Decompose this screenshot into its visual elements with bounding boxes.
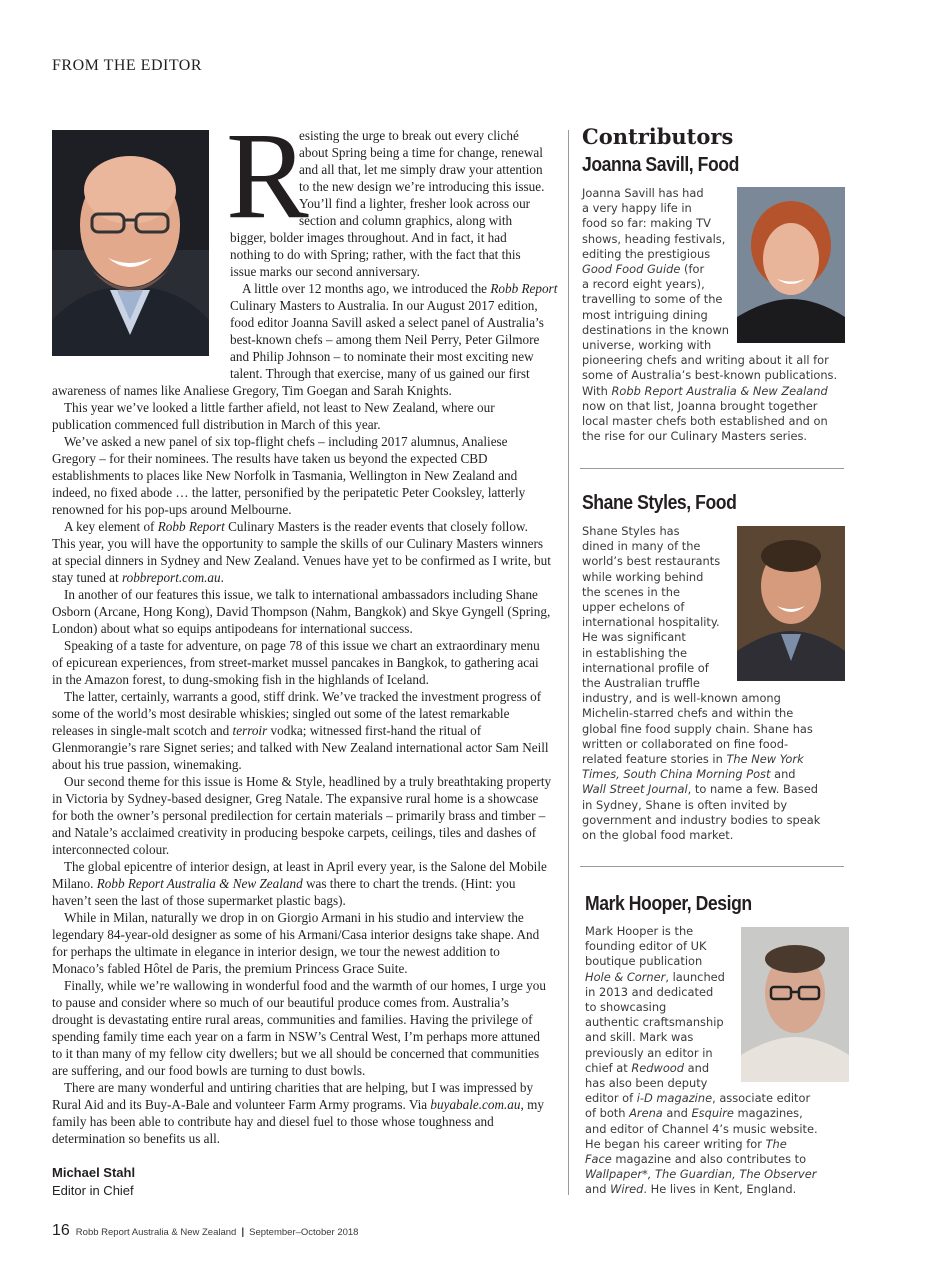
- bio-line: previously an editor in: [585, 1045, 713, 1060]
- bio-line: Michelin-starred chefs and within the: [582, 706, 794, 721]
- paragraph: Our second theme for this issue is Home & Style, headlined by a truly breathtaking property in Victoria by Sydney-based designer, Greg Natale. The expansive rural home is a showcase for both the owner’s personal predilection for certain materials – primarily brass and timber – and Natale’s acclaimed creativity in producing bespoke carpets, ceilings, tiles and dashes of interconnected colour.: [52, 774, 552, 857]
- bio-line: the rise for our Culinary Masters series.: [582, 429, 808, 444]
- paragraph: This year we’ve looked a little farther afield, not least to New Zealand, where our publication commenced full distribution in March of this year.: [52, 400, 495, 432]
- bio-line: in establishing the: [582, 645, 688, 660]
- page-number: 16: [52, 1222, 70, 1239]
- bio-line: Times, South China Morning Post and: [582, 767, 796, 782]
- bio-line: shows, heading festivals,: [582, 231, 726, 246]
- bio-line: in Sydney, Shane is often invited by: [582, 797, 788, 812]
- bio-line: He was significant: [582, 630, 686, 645]
- contributor-name: Joanna Savill, Food: [582, 154, 739, 176]
- issue-date: September–October 2018: [249, 1227, 359, 1238]
- paragraph: We’ve asked a new panel of six top-flight chefs – including 2017 alumnus, Analiese Gregory – for their nominees. The results have taken us beyond the expected CBD establishments to places like New Norfolk in Tasmania, Wellington in New Zealand and indeed, no fixed abode … the latter, personified by the peripatetic Peter Cooksley, latterly renowned for his pop-ups around Melbourne.: [52, 434, 526, 517]
- bio-line: written or collaborated on fine food-: [582, 736, 789, 751]
- bio-line: boutique publication: [585, 954, 703, 969]
- bio-line: founding editor of UK: [585, 939, 707, 954]
- intro-line: section and column graphics, along with: [299, 213, 513, 228]
- bio-line: and editor of Channel 4’s music website.: [585, 1121, 818, 1136]
- page-footer: [52, 1222, 358, 1240]
- bio-line: international profile of: [582, 660, 709, 675]
- paragraph: The global epicentre of interior design, at least in April every year, is the Salone del Mobile Milano. Robb Report Australia & New Zealand was there to chart the trends. (Hint: you haven’t seen the last of those supermarket plastic bags).: [52, 859, 547, 908]
- intro-line: food editor Joanna Savill asked a select panel of Australia’s: [230, 315, 544, 330]
- paragraph: In another of our features this issue, we talk to international ambassadors including Shane Osborn (Arcane, Hong Kong), David Thompson (Nahm, Bangkok) and Skye Gyngell (Spring, London) about what so equips antipodeans for international success.: [52, 587, 551, 636]
- paragraph: While in Milan, naturally we drop in on Giorgio Armani in his studio and interview the legendary 84-year-old designer as some of his Armani/Casa interior designs take shape. And for perhaps the ultimate in elegance in interior design, we tour the newest addition to Monaco’s fabled Hôtel de Paris, the premium Princess Grace Suite.: [52, 910, 540, 976]
- bio-line: dined in many of the: [582, 539, 701, 554]
- bio-line: the scenes in the: [582, 584, 680, 599]
- intro-line: nothing to do with Spring; rather, with the fact that this: [230, 247, 521, 262]
- intro-line: to the new design we’re introducing this issue.: [299, 179, 545, 194]
- contributor-name: Mark Hooper, Design: [585, 893, 752, 915]
- bio-line: Mark Hooper is the: [585, 924, 694, 938]
- paragraph: Speaking of a taste for adventure, on page 78 of this issue we chart an extraordinary menu of epicurean experiences, from street-market mussel pancakes in Bangkok, to gathering acai in the Amazon forest, to dung-smoking fish in the highlands of Iceland.: [52, 638, 540, 687]
- bio-line: Good Food Guide (for: [582, 262, 705, 277]
- bio-line: authentic craftsmanship: [585, 1015, 724, 1030]
- body-line: awareness of names like Analiese Gregory, Tim Goegan and Sarah Knights.: [52, 383, 452, 398]
- bio-line: on the global food market.: [582, 828, 734, 843]
- intro-line: bigger, bolder images throughout. And in fact, it had: [230, 230, 507, 245]
- bio-line: some of Australia’s best-known publications.: [582, 368, 838, 383]
- bio-line: world’s best restaurants: [582, 554, 721, 569]
- drop-cap: R: [226, 107, 309, 244]
- bio-line: and Wired. He lives in Kent, England.: [585, 1182, 797, 1197]
- intro-line: You’ll find a lighter, fresher look across our: [299, 196, 531, 211]
- bio-line: upper echelons of: [582, 600, 685, 615]
- bio-line: industry, and is well-known among: [582, 691, 781, 706]
- bio-line: in 2013 and dedicated: [585, 984, 714, 999]
- bio-line: Wallpaper*, The Guardian, The Observer: [585, 1167, 817, 1182]
- bio-line: Shane Styles has: [582, 524, 680, 538]
- signature-name: Michael Stahl: [52, 1165, 136, 1180]
- bio-line: food so far: making TV: [582, 216, 711, 231]
- contributor-name: Shane Styles, Food: [582, 492, 737, 514]
- section-label: FROM THE EDITOR: [52, 57, 203, 74]
- intro-line: and Philip Johnson – to nominate their most exciting new: [230, 349, 534, 364]
- bio-line: Joanna Savill has had: [582, 186, 704, 200]
- bio-line: global fine food supply chain. Shane has: [582, 721, 813, 736]
- bio-line: of both Arena and Esquire magazines,: [585, 1106, 803, 1121]
- bio-line: Wall Street Journal, to name a few. Based: [582, 782, 818, 797]
- bio-line: the Australian truffle: [582, 676, 700, 691]
- bio-line: and skill. Mark was: [585, 1030, 694, 1045]
- intro-line: best-known chefs – among them Neil Perry, Peter Gilmore: [230, 332, 540, 347]
- bio-line: international hospitality.: [582, 615, 720, 630]
- contributor-bio: [585, 924, 818, 1198]
- intro-tail-block: [230, 229, 521, 280]
- intro-line: issue marks our second anniversary.: [230, 264, 420, 279]
- paragraph-culinary-masters-intro: [230, 280, 557, 382]
- bio-line: chief at Redwood and: [585, 1060, 710, 1075]
- paragraph: The latter, certainly, warrants a good, stiff drink. We’ve tracked the investment progress of some of the world’s most desirable whiskies; singled out some of the latest remarkable releases in single-malt scotch and terroir vodka; witnessed first-hand the ritual of Glenmorangie’s rare Signet series; and talked with New Zealand international actor Sam Neill about his true passion, winemaking.: [52, 689, 549, 772]
- bio-line: He began his career writing for The: [585, 1136, 787, 1151]
- bio-line: government and industry bodies to speak: [582, 812, 821, 827]
- footer-separator: |: [241, 1227, 245, 1238]
- bio-line: Face magazine and also contributes to: [585, 1152, 807, 1167]
- intro-dropcap-block: [299, 127, 544, 229]
- intro-line: esisting the urge to break out every cliché: [299, 128, 519, 143]
- bio-line: to showcasing: [585, 1000, 667, 1015]
- paragraph: A key element of Robb Report Culinary Masters is the reader events that closely follow. This year, you will have the opportunity to sample the skills of our Culinary Masters winners at special dinners in Sydney and New Zealand. Venues have yet to be confirmed as I write, but stay tuned at robbreport.com.au.: [52, 519, 551, 585]
- bio-line: local master chefs both established and on: [582, 414, 828, 429]
- bio-line: pioneering chefs and writing about it all for: [582, 353, 829, 368]
- signature-title: Editor in Chief: [52, 1183, 134, 1198]
- bio-line: a very happy life in: [582, 201, 692, 216]
- bio-line: editing the prestigious: [582, 246, 711, 261]
- editorial-body: [52, 382, 552, 1147]
- editor-photo: [52, 130, 209, 356]
- column-divider: [568, 130, 569, 1195]
- bio-line: most intriguing dining: [582, 307, 708, 322]
- contributor-bio: [582, 524, 820, 843]
- intro-line: about Spring being a time for change, renewal: [299, 145, 543, 160]
- intro-line: and all that, let me simply draw your attention: [299, 162, 543, 177]
- intro-line: Culinary Masters to Australia. In our August 2017 edition,: [230, 298, 538, 313]
- bio-line: has also been deputy: [585, 1076, 708, 1091]
- bio-line: now on that list, Joanna brought together: [582, 398, 818, 413]
- bio-line: With Robb Report Australia & New Zealand: [582, 383, 828, 398]
- bio-line: editor of i-D magazine, associate editor: [585, 1091, 811, 1106]
- bio-line: a record eight years),: [582, 277, 705, 292]
- publication-name: Robb Report Australia & New Zealand: [75, 1227, 237, 1238]
- divider: [580, 866, 844, 867]
- signature: [52, 1164, 135, 1200]
- paragraph: There are many wonderful and untiring charities that are helping, but I was impressed by Rural Aid and its Buy-A-Bale and volunteer Farm Army programs. Via buyabale.com.au, my family has been able to contribute hay and diesel fuel to those whose toughness and determination so benefits us all.: [52, 1080, 544, 1146]
- bio-line: Hole & Corner, launched: [585, 969, 725, 984]
- bio-line: travelling to some of the: [582, 292, 723, 307]
- bio-line: while working behind: [582, 569, 704, 584]
- contributor-bio: [582, 186, 837, 444]
- bio-line: related feature stories in The New York: [582, 752, 804, 767]
- bio-line: universe, working with: [582, 338, 712, 353]
- intro-line: A little over 12 months ago, we introduced the Robb Report: [242, 281, 558, 296]
- bio-line: destinations in the known: [582, 322, 730, 337]
- divider: [580, 468, 844, 469]
- contributors-heading: Contributors: [582, 124, 734, 149]
- intro-line: talent. Through that exercise, many of us gained our first: [230, 366, 530, 381]
- paragraph: Finally, while we’re wallowing in wonderful food and the warmth of our homes, I urge you to pause and consider where so much of our beautiful produce comes from. Australia’s drought is devastating entire rural areas, communities and families. Having the privilege of spending family time each year on a farm in NSW’s Central West, I’m perhaps more attuned to it than many of my fellow city dwellers; but we all should be concerned that communities are suffering, and our food bowls are turning to dust bowls.: [52, 978, 546, 1078]
